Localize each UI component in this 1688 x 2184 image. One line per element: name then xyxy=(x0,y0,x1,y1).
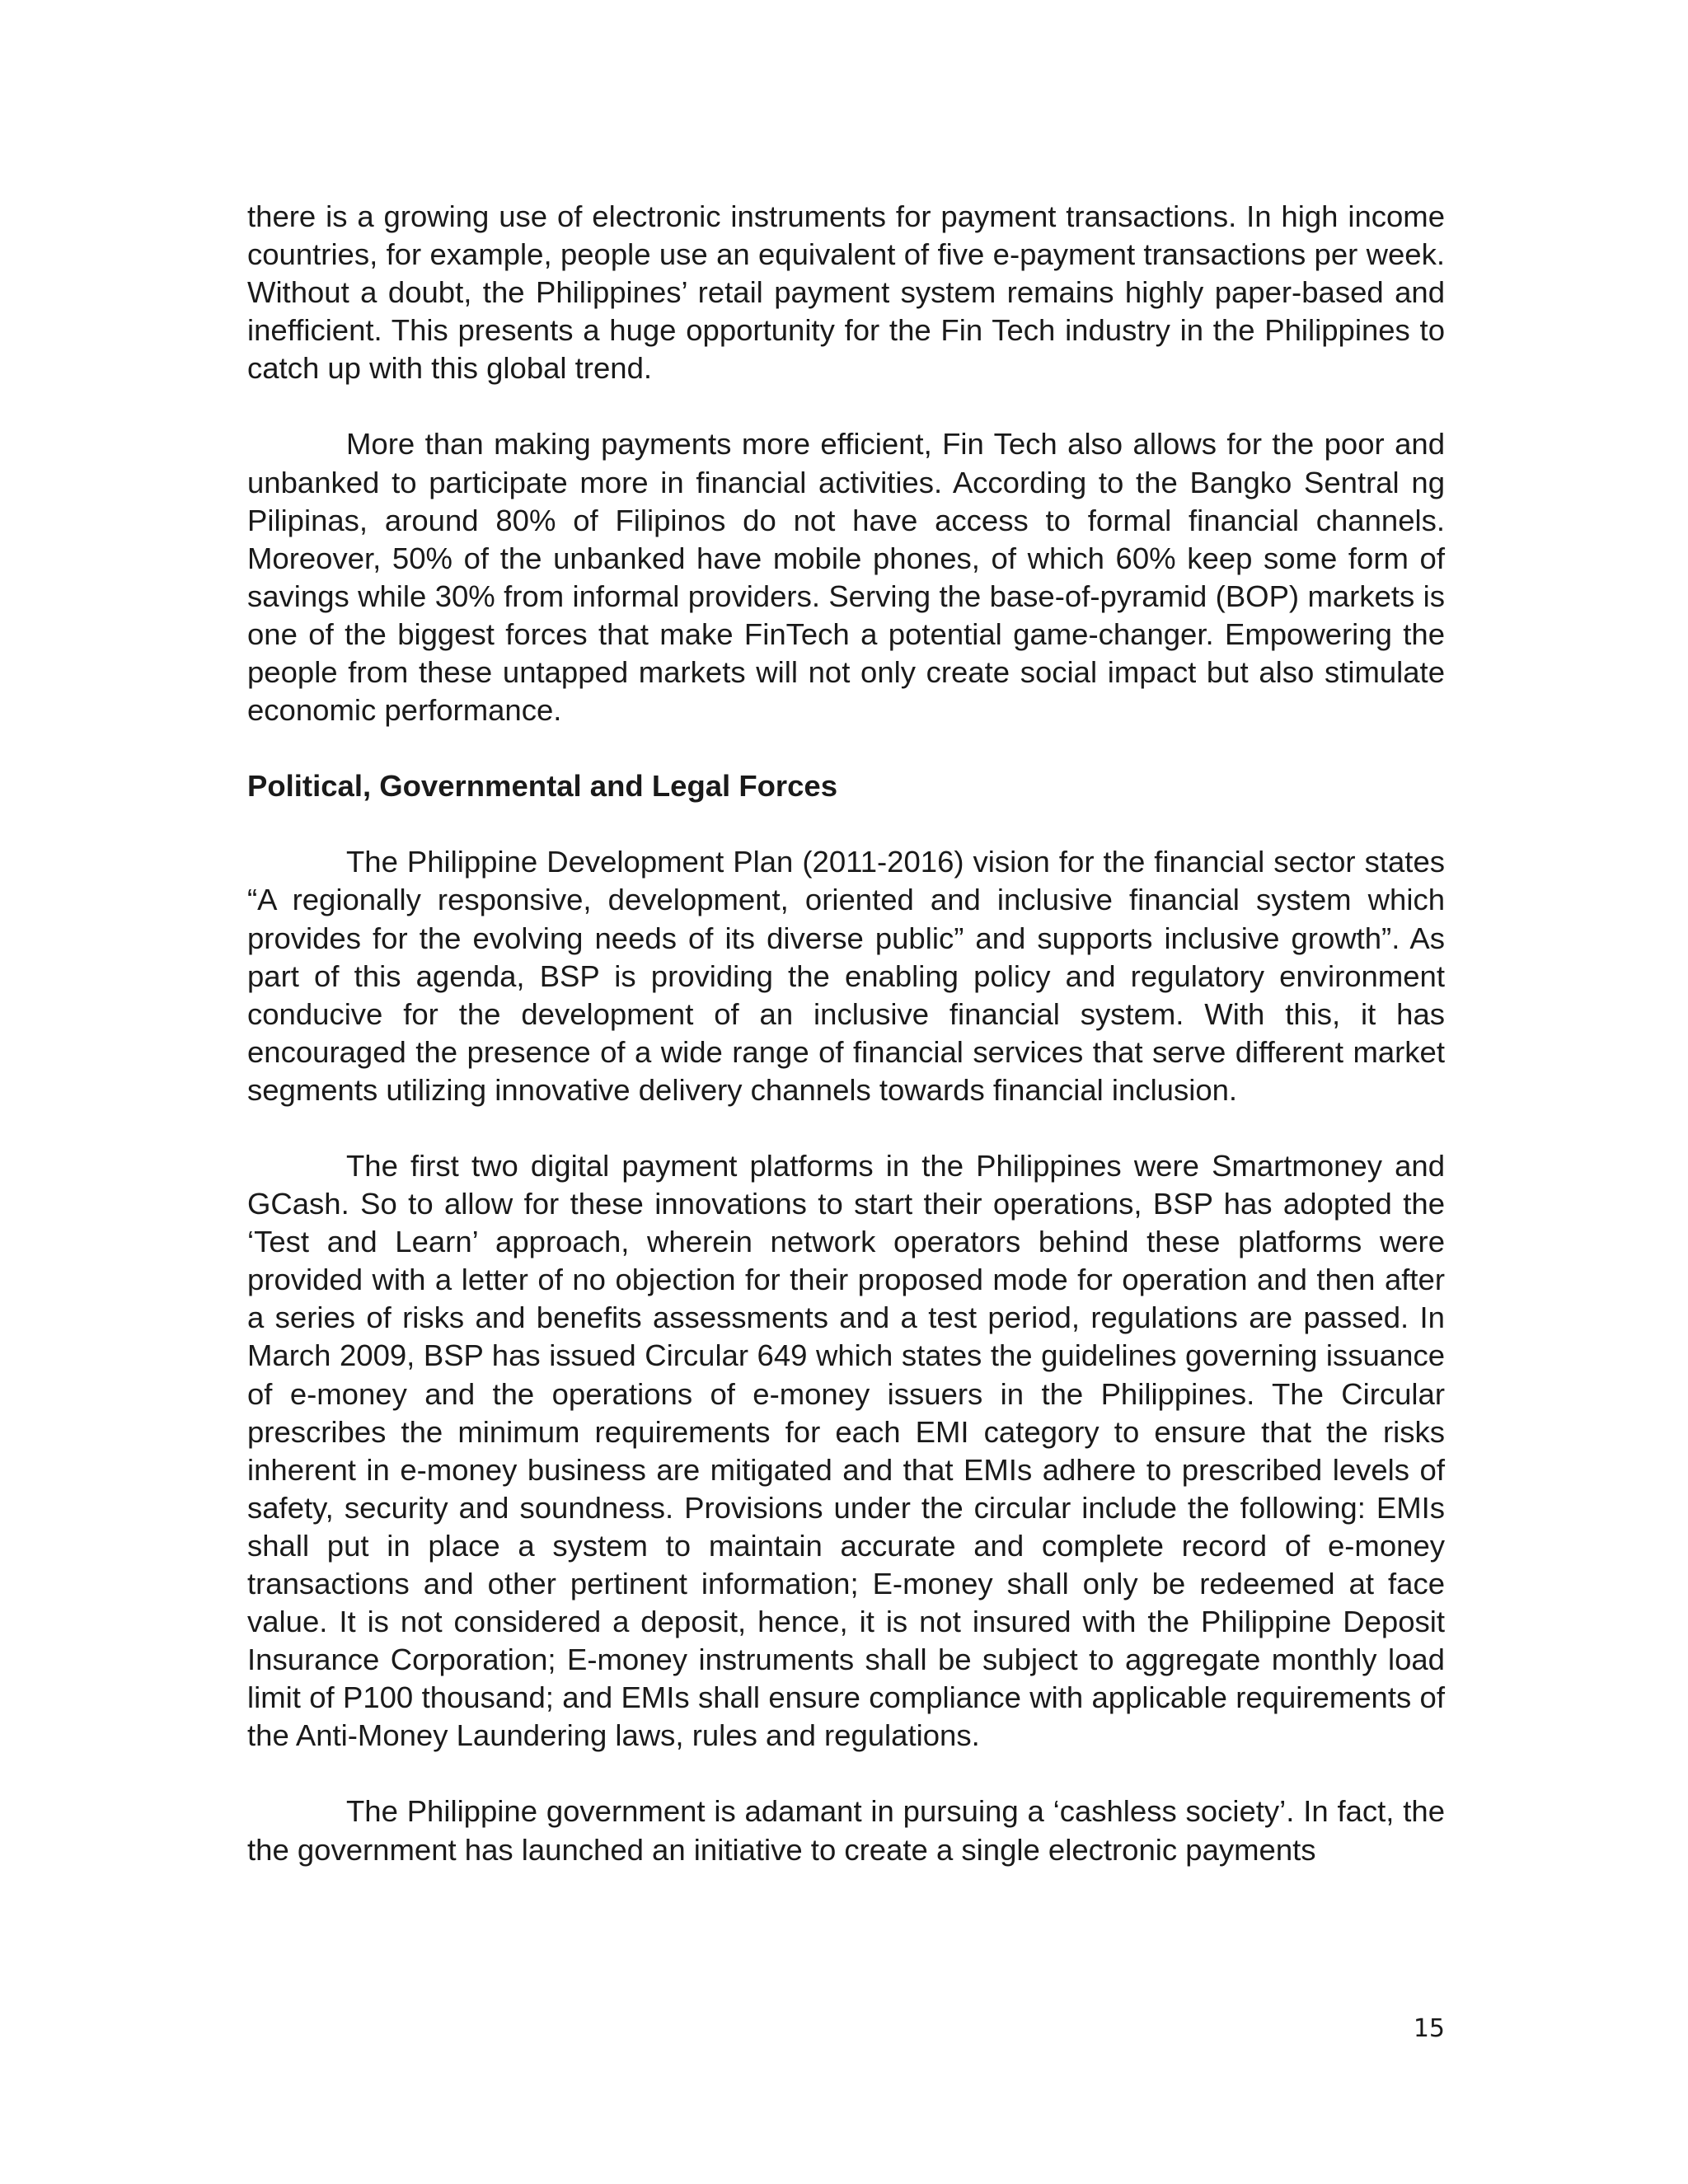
section-heading: Political, Governmental and Legal Forces xyxy=(247,769,838,804)
paragraph-financial-inclusion: More than making payments more efficient, Fin Tech also allows for the poor and unbanked to participate more in financial activities. According to the Bangko Sentral ng Pilipinas, around 80% of Filipinos do not have access to formal financial channels. Moreover, 50% of the unbanked have mobile phones, of which 60% keep some form of savings while 30% from informal providers. Serving the base-of-pyramid (BOP) markets is one of the biggest forces that make FinTech a potential game-changer. Empowering the people from these untapped markets will not only create social impact but also stimulate economic performance. xyxy=(247,427,1445,728)
paragraph-epayment-trend: there is a growing use of electronic instruments for payment transactions. In high income countries, for example, people use an equivalent of five e-payment transactions per week. Without a doubt, the Philippines’ retail payment system remains highly paper-based and inefficient. This presents a huge opportunity for the Fin Tech industry in the Philippines to catch up with this global trend. xyxy=(247,199,1445,386)
paragraph-cashless-society: The Philippine government is adamant in pursuing a ‘cashless society’. In fact, the the government has launched an initiative to create a single electronic payments xyxy=(247,1794,1445,1867)
document-page xyxy=(247,198,1445,1869)
paragraph-digital-payment-platforms: The first two digital payment platforms in the Philippines were Smartmoney and GCash. So to allow for these innovations to start their operations, BSP has adopted the ‘Test and Learn’ approach, wherein network operators behind these platforms were provided with a letter of no objection for their proposed mode for operation and then after a series of risks and benefits assessments and a test period, regulations are passed. In March 2009, BSP has issued Circular 649 which states the guidelines governing issuance of e-money and the operations of e-money issuers in the Philippines. The Circular prescribes the minimum requirements for each EMI category to ensure that the risks inherent in e-money business are mitigated and that EMIs adhere to prescribed levels of safety, security and soundness. Provisions under the circular include the following: EMIs shall put in place a system to maintain accurate and complete record of e-money transactions and other pertinent information; E-money shall only be redeemed at face value. It is not considered a deposit, hence, it is not insured with the Philippine Deposit Insurance Corporation; E-money instruments shall be subject to aggregate monthly load limit of P100 thousand; and EMIs shall ensure compliance with applicable requirements of the Anti-Money Laundering laws, rules and regulations. xyxy=(247,1148,1445,1753)
page-number: 15 xyxy=(1413,2014,1445,2043)
paragraph-development-plan: The Philippine Development Plan (2011-2016) vision for the financial sector states “A regionally responsive, development, oriented and inclusive financial system which provides for the evolving needs of its diverse public” and supports inclusive growth”. As part of this agenda, BSP is providing the enabling policy and regulatory environment conducive for the development of an inclusive financial system. With this, it has encouraged the presence of a wide range of financial services that serve different market segments utilizing innovative delivery channels towards financial inclusion. xyxy=(247,845,1445,1107)
